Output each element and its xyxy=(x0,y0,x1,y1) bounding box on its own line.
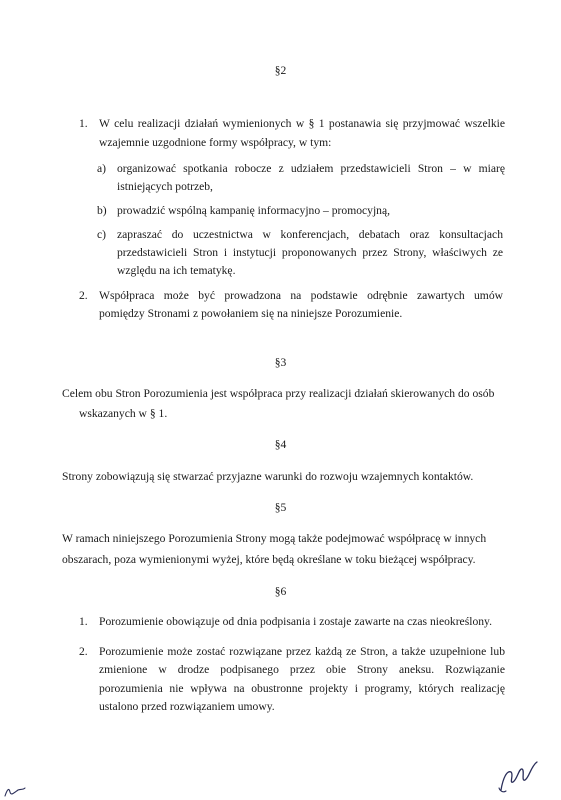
s2-item1-line2: wzajemnie uzgodnione formy współpracy, w tym: xyxy=(99,136,332,149)
s6-item2-number: 2. xyxy=(79,645,88,658)
s3-line2: wskazanych w § 1. xyxy=(79,407,168,420)
section-6-heading: §6 xyxy=(274,585,287,598)
s2-item2-number: 2. xyxy=(79,289,88,302)
handwritten-initials-signature xyxy=(497,760,541,794)
s2-item1-c-line3: względu na ich tematykę. xyxy=(117,264,236,277)
s2-item1-b-line1: prowadzić wspólną kampanię informacyjno – promocyjną, xyxy=(117,204,391,217)
s2-item1-c-label: c) xyxy=(97,228,107,241)
s5-line1: W ramach niniejszego Porozumienia Strony mogą także podejmować współpracę w innych xyxy=(62,532,487,545)
section-4-heading: §4 xyxy=(274,438,287,451)
s2-item1-a-line1: organizować spotkania robocze z udziałem przedstawicieli Stron – w miarę xyxy=(117,162,505,175)
s6-item1-line1: Porozumienie obowiązuje od dnia podpisania i zostaje zawarte na czas nieokreślony. xyxy=(99,615,492,628)
s2-item1-c-line2: przedstawicieli Stron i instytucji proponowanych przez Strony, właściwych ze xyxy=(117,246,503,259)
s3-line1: Celem obu Stron Porozumienia jest współpraca przy realizacji działań skierowanych do osób xyxy=(62,387,495,400)
section-2-heading: §2 xyxy=(274,64,287,77)
s2-item1-number: 1. xyxy=(79,117,88,130)
section-5-heading: §5 xyxy=(274,501,287,514)
s2-item1-a-line2: istniejących potrzeb, xyxy=(117,180,213,193)
s2-item1-c-line1: zapraszać do uczestnictwa w konferencjach, debatach oraz konsultacjach xyxy=(117,228,503,241)
s6-item2-line3: porozumienia nie wpływa na obustronne projekty i programy, których realizację xyxy=(99,682,505,695)
s4-line1: Strony zobowiązują się stwarzać przyjazne warunki do rozwoju wzajemnych kontaktów. xyxy=(62,470,474,483)
s6-item2-line1: Porozumienie może zostać rozwiązane przez każdą ze Stron, a także uzupełnione lub xyxy=(99,645,505,658)
s2-item2-line1: Współpraca może być prowadzona na podstawie odrębnie zawartych umów xyxy=(99,289,503,302)
s2-item1-b-label: b) xyxy=(97,204,107,217)
s2-item1-a-label: a) xyxy=(97,162,107,175)
section-3-heading: §3 xyxy=(274,356,287,369)
s6-item2-line4: ustalono przed rozwiązaniem umowy. xyxy=(99,700,275,713)
s6-item2-line2: zmienione w drodze podpisanego przez obie Strony aneksu. Rozwiązanie xyxy=(99,663,505,676)
pen-mark xyxy=(2,784,28,798)
s6-item1-number: 1. xyxy=(79,615,88,628)
s2-item1-line1: W celu realizacji działań wymienionych w § 1 postanawia się przyjmować wszelkie xyxy=(99,117,505,130)
s2-item2-line2: pomiędzy Stronami z powołaniem się na niniejsze Porozumienie. xyxy=(99,307,403,320)
s5-line2: obszarach, poza wymienionymi wyżej, które będą określane w toku bieżącej współpracy. xyxy=(62,553,476,566)
